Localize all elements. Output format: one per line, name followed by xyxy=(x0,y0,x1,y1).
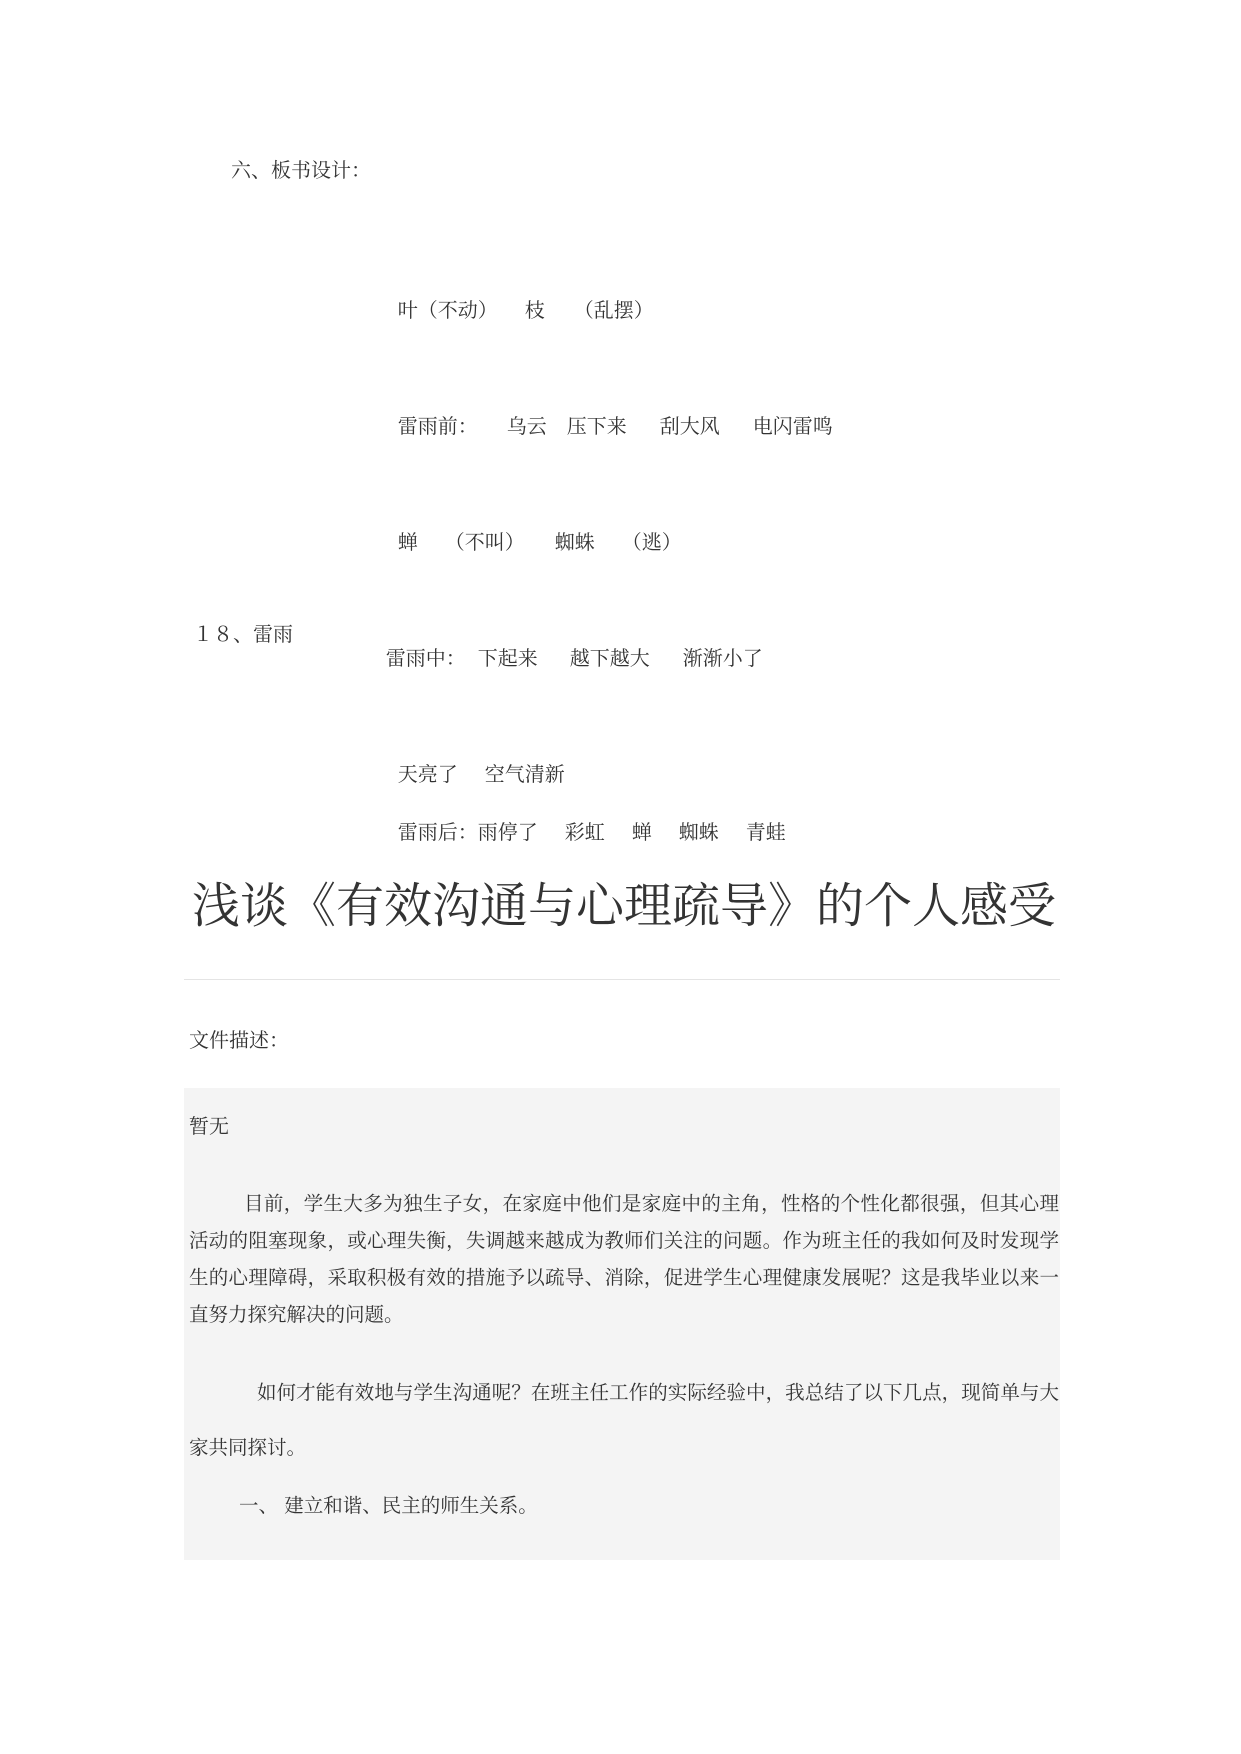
board-line-after xyxy=(385,796,786,844)
board-item: （乱摆） xyxy=(573,298,654,322)
board-item: 压下来 xyxy=(566,414,627,438)
board-line-leaves xyxy=(385,274,654,322)
board-line-sky xyxy=(385,738,565,786)
description-empty-text: 暂无 xyxy=(189,1114,229,1138)
board-heading: 六、板书设计： xyxy=(231,158,371,182)
board-item: 青蛙 xyxy=(745,820,786,844)
board-item: 电闪雷鸣 xyxy=(752,414,833,438)
board-item: 刮大风 xyxy=(659,414,720,438)
board-item: （逃） xyxy=(621,530,682,554)
board-item: 渐渐小了 xyxy=(682,646,763,670)
board-item: 彩虹 xyxy=(564,820,605,844)
board-item: 乌云 xyxy=(506,414,547,438)
board-lesson-title: １８、雷雨 xyxy=(193,622,293,646)
board-item: 雷雨后：雨停了 xyxy=(397,820,538,844)
board-item: 越下越大 xyxy=(569,646,650,670)
paragraph: 目前，学生大多为独生子女，在家庭中他们是家庭中的主角，性格的个性化都很强，但其心理活动的阻塞现象，或心理失衡，失调越来越成为教师们关注的问题。作为班主任的我如何及时发现学生的心理障碍，采取积极有效的措施予以疏导、消除，促进学生心理健康发展呢？这是我毕业以来一直努力探究解决的问题。 xyxy=(189,1192,1059,1326)
title-divider xyxy=(184,979,1060,980)
board-line-animals xyxy=(385,506,682,554)
board-line-before xyxy=(385,390,833,438)
board-item: 天亮了 xyxy=(397,762,458,786)
board-item: 蝉 xyxy=(397,530,418,554)
board-item: 雷雨中： xyxy=(385,646,466,670)
board-item: 雷雨前： xyxy=(397,414,478,438)
board-item: 叶（不动） xyxy=(397,298,498,322)
board-item: （不叫） xyxy=(444,530,525,554)
description-label: 文件描述： xyxy=(189,1028,289,1052)
board-item: 蜘蛛 xyxy=(678,820,719,844)
board-item: 空气清新 xyxy=(484,762,565,786)
board-line-during xyxy=(373,622,763,670)
board-item: 蝉 xyxy=(631,820,652,844)
board-item: 蜘蛛 xyxy=(554,530,595,554)
board-item: 枝 xyxy=(524,298,545,322)
article-title: 浅谈《有效沟通与心理疏导》的个人感受 xyxy=(191,878,1056,934)
board-item: 下起来 xyxy=(477,646,538,670)
paragraph-heading: 一、 建立和谐、民主的师生关系。 xyxy=(239,1494,538,1517)
paragraph: 如何才能有效地与学生沟通呢？在班主任工作的实际经验中，我总结了以下几点，现简单与大家共同探讨。 xyxy=(189,1381,1059,1459)
